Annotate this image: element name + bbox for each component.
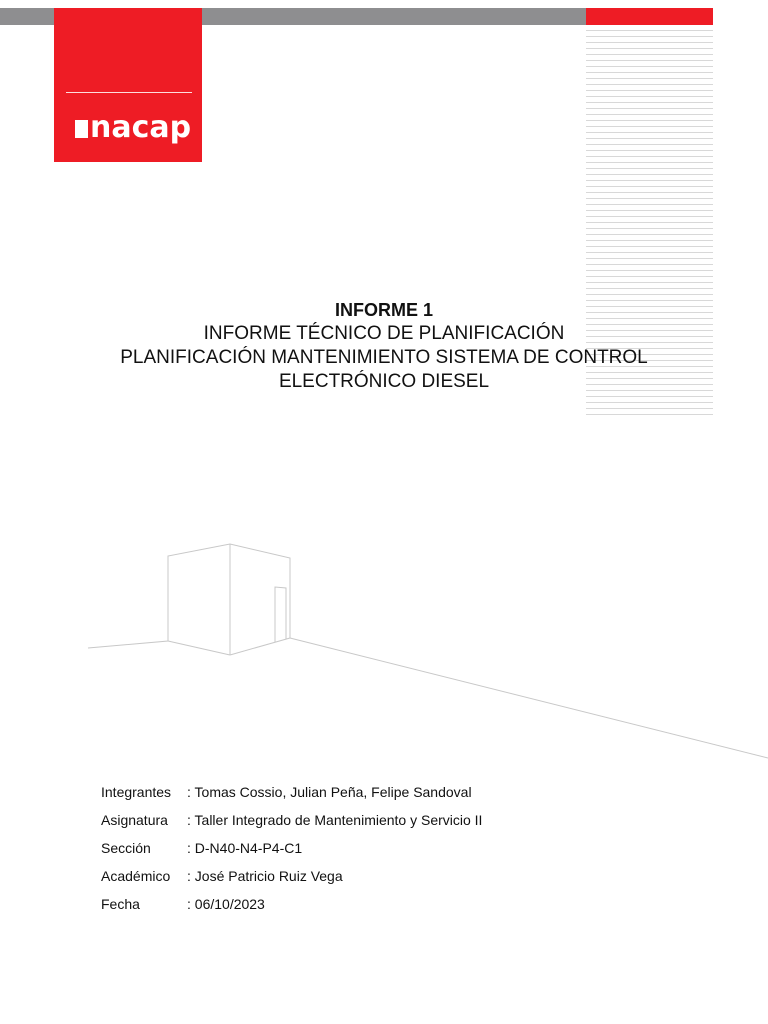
info-value: : 06/10/2023: [187, 896, 265, 912]
report-subtitle: INFORME TÉCNICO DE PLANIFICACIÓN: [203, 323, 565, 344]
building-door: [275, 587, 286, 642]
info-row-fecha: [101, 890, 482, 918]
logo-wordmark: nacap: [90, 110, 192, 145]
ground-line: [290, 638, 768, 758]
info-row-integrantes: [101, 778, 482, 806]
info-row-asignatura: [101, 806, 482, 834]
report-topic-line-1: PLANIFICACIÓN MANTENIMIENTO SISTEMA DE CONTROL: [120, 347, 648, 368]
info-value: : José Patricio Ruiz Vega: [187, 868, 343, 884]
info-label: Académico: [101, 868, 171, 884]
building-outline: [88, 544, 290, 648]
report-info-list: [101, 778, 482, 918]
info-label: Sección: [101, 840, 151, 856]
report-topic-line-2: ELECTRÓNICO DIESEL: [278, 371, 490, 392]
info-row-academico: [101, 862, 482, 890]
inacap-logo: [54, 8, 202, 162]
report-title: INFORME 1: [334, 300, 433, 320]
info-value: : Tomas Cossio, Julian Peña, Felipe Sandoval: [187, 784, 472, 800]
info-label: Integrantes: [101, 784, 172, 800]
info-value: : Taller Integrado de Mantenimiento y Servicio II: [187, 812, 483, 828]
building-sketch-illustration: [0, 530, 768, 780]
logo-divider: [66, 92, 192, 93]
info-value: : D-N40-N4-P4-C1: [187, 840, 303, 856]
building-base-left: [168, 641, 230, 655]
document-title-block: [0, 298, 768, 394]
info-label: Fecha: [101, 896, 140, 912]
header-red-bar: [586, 8, 713, 25]
info-row-seccion: [101, 834, 482, 862]
logo-mark-icon: [75, 120, 88, 138]
info-label: Asignatura: [101, 812, 168, 828]
building-base-right: [230, 638, 290, 655]
